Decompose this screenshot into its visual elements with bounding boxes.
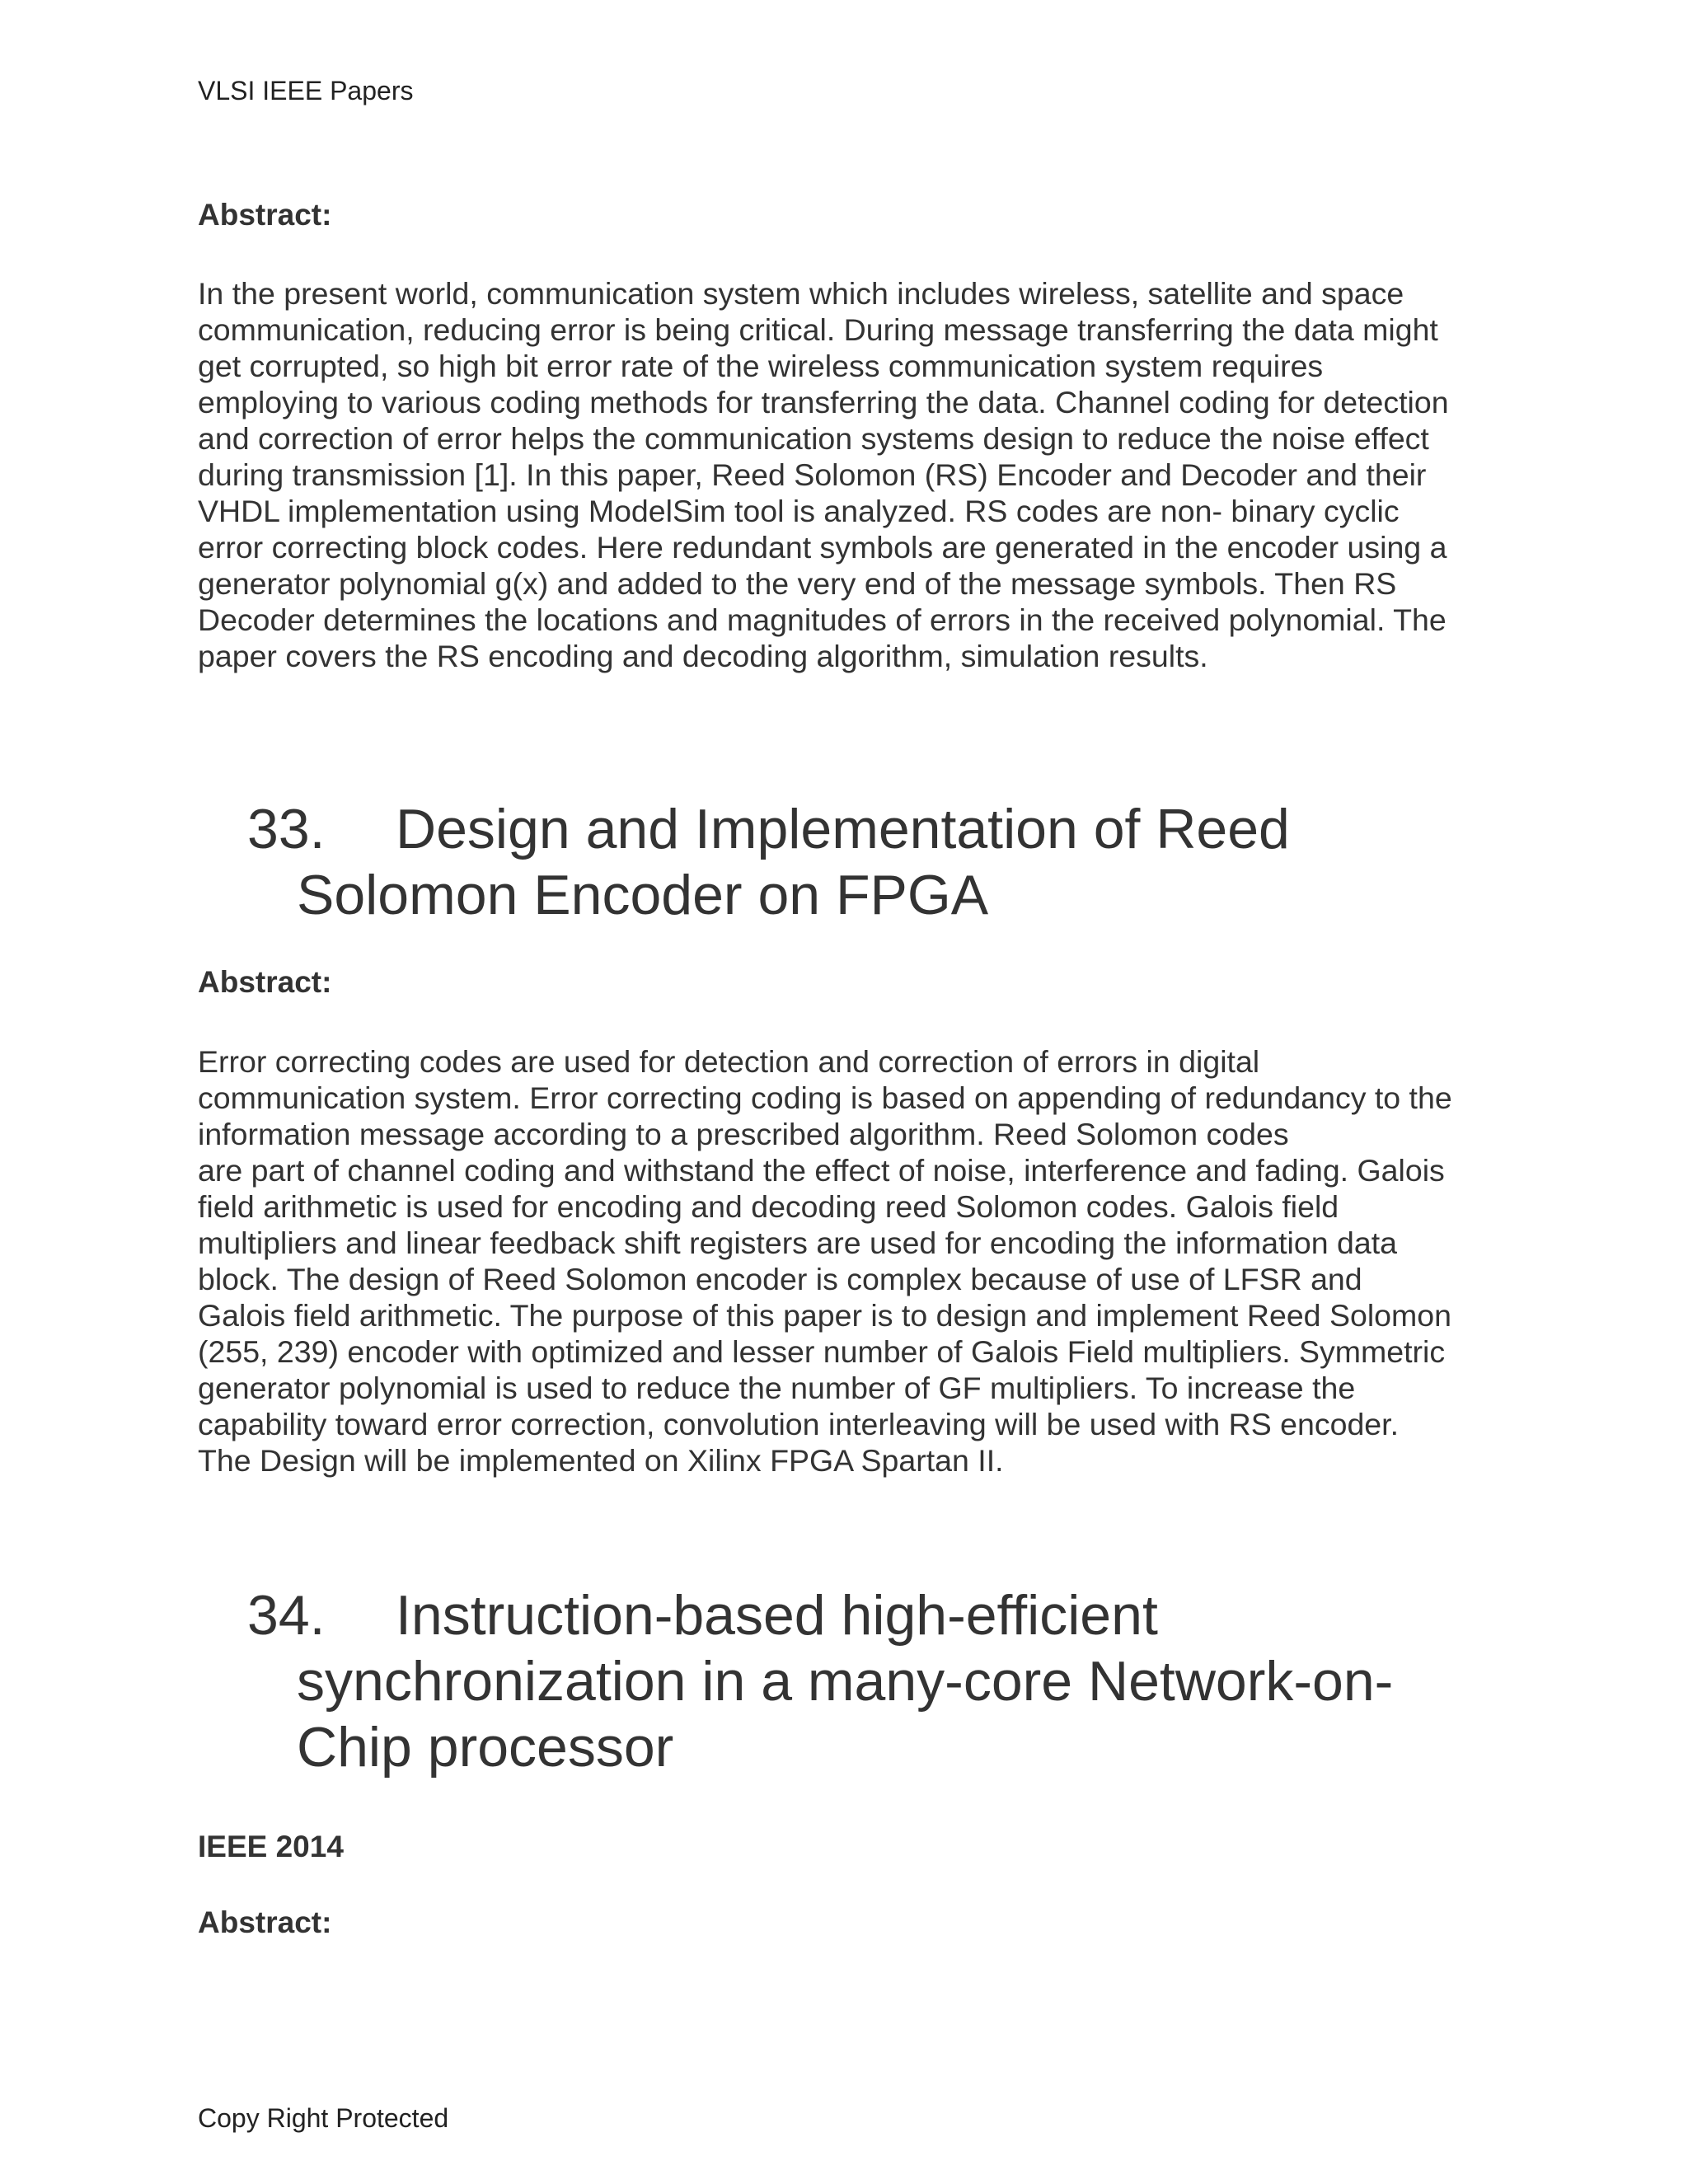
abstract-line: In the present world, communication system which includes wireless, satellite and space [198,276,1404,311]
section-heading-34 [247,1582,1517,1780]
abstract-line: Galois field arithmetic. The purpose of this paper is to design and implement Reed Solomon [198,1298,1451,1333]
section-heading-33 [247,796,1517,928]
abstract-body-33 [198,1043,1500,1479]
abstract-line: during transmission [1]. In this paper, Reed Solomon (RS) Encoder and Decoder and their [198,457,1427,492]
section-title-line: Instruction-based high-efficient [396,1584,1158,1647]
abstract-line: generator polynomial is used to reduce the number of GF multipliers. To increase the [198,1371,1356,1405]
abstract-line: are part of channel coding and withstand the effect of noise, interference and fading. Galois [198,1153,1445,1188]
page-header: VLSI IEEE Papers [198,76,414,105]
abstract-line: (255, 239) encoder with optimized and lesser number of Galois Field multipliers. Symmetric [198,1334,1446,1369]
abstract-line: VHDL implementation using ModelSim tool is analyzed. RS codes are non- binary cyclic [198,494,1400,528]
abstract-line: field arithmetic is used for encoding and decoding reed Solomon codes. Galois field [198,1189,1339,1224]
abstract-line: capability toward error correction, convolution interleaving will be used with RS encoder. [198,1407,1399,1441]
section-number: 34. [247,1584,326,1647]
abstract-line: error correcting block codes. Here redundant symbols are generated in the encoder using a [198,530,1447,565]
section-title-line: Solomon Encoder on FPGA [297,864,989,926]
abstract-line: The Design will be implemented on Xilinx FPGA Spartan II. [198,1443,1004,1478]
abstract-line: block. The design of Reed Solomon encoder is complex because of use of LFSR and [198,1262,1362,1296]
abstract-body-32 [198,275,1500,674]
abstract-label: Abstract: [198,198,332,232]
abstract-line: communication, reducing error is being critical. During message transferring the data might [198,312,1438,347]
abstract-line: Error correcting codes are used for detection and correction of errors in digital [198,1044,1260,1079]
abstract-line: communication system. Error correcting coding is based on appending of redundancy to the [198,1080,1452,1115]
abstract-line: paper covers the RS encoding and decoding algorithm, simulation results. [198,639,1208,673]
abstract-label: Abstract: [198,965,332,999]
abstract-line: Decoder determines the locations and magnitudes of errors in the received polynomial. The [198,602,1447,637]
abstract-line: generator polynomial g(x) and added to the very end of the message symbols. Then RS [198,566,1397,601]
section-title-line: Chip processor [297,1716,674,1779]
page-footer: Copy Right Protected [198,2103,449,2133]
abstract-label: Abstract: [198,1905,332,1939]
abstract-line: multipliers and linear feedback shift registers are used for encoding the information data [198,1226,1397,1260]
section-number: 33. [247,798,326,860]
section-title-line: synchronization in a many-core Network-on- [297,1650,1394,1713]
abstract-line: employing to various coding methods for transferring the data. Channel coding for detection [198,385,1449,419]
section-title-line: Design and Implementation of Reed [396,798,1290,860]
publication-year: IEEE 2014 [198,1830,344,1863]
abstract-line: information message according to a prescribed algorithm. Reed Solomon codes [198,1117,1289,1151]
abstract-line: get corrupted, so high bit error rate of the wireless communication system requires [198,349,1324,383]
abstract-line: and correction of error helps the communication systems design to reduce the noise effect [198,421,1429,456]
